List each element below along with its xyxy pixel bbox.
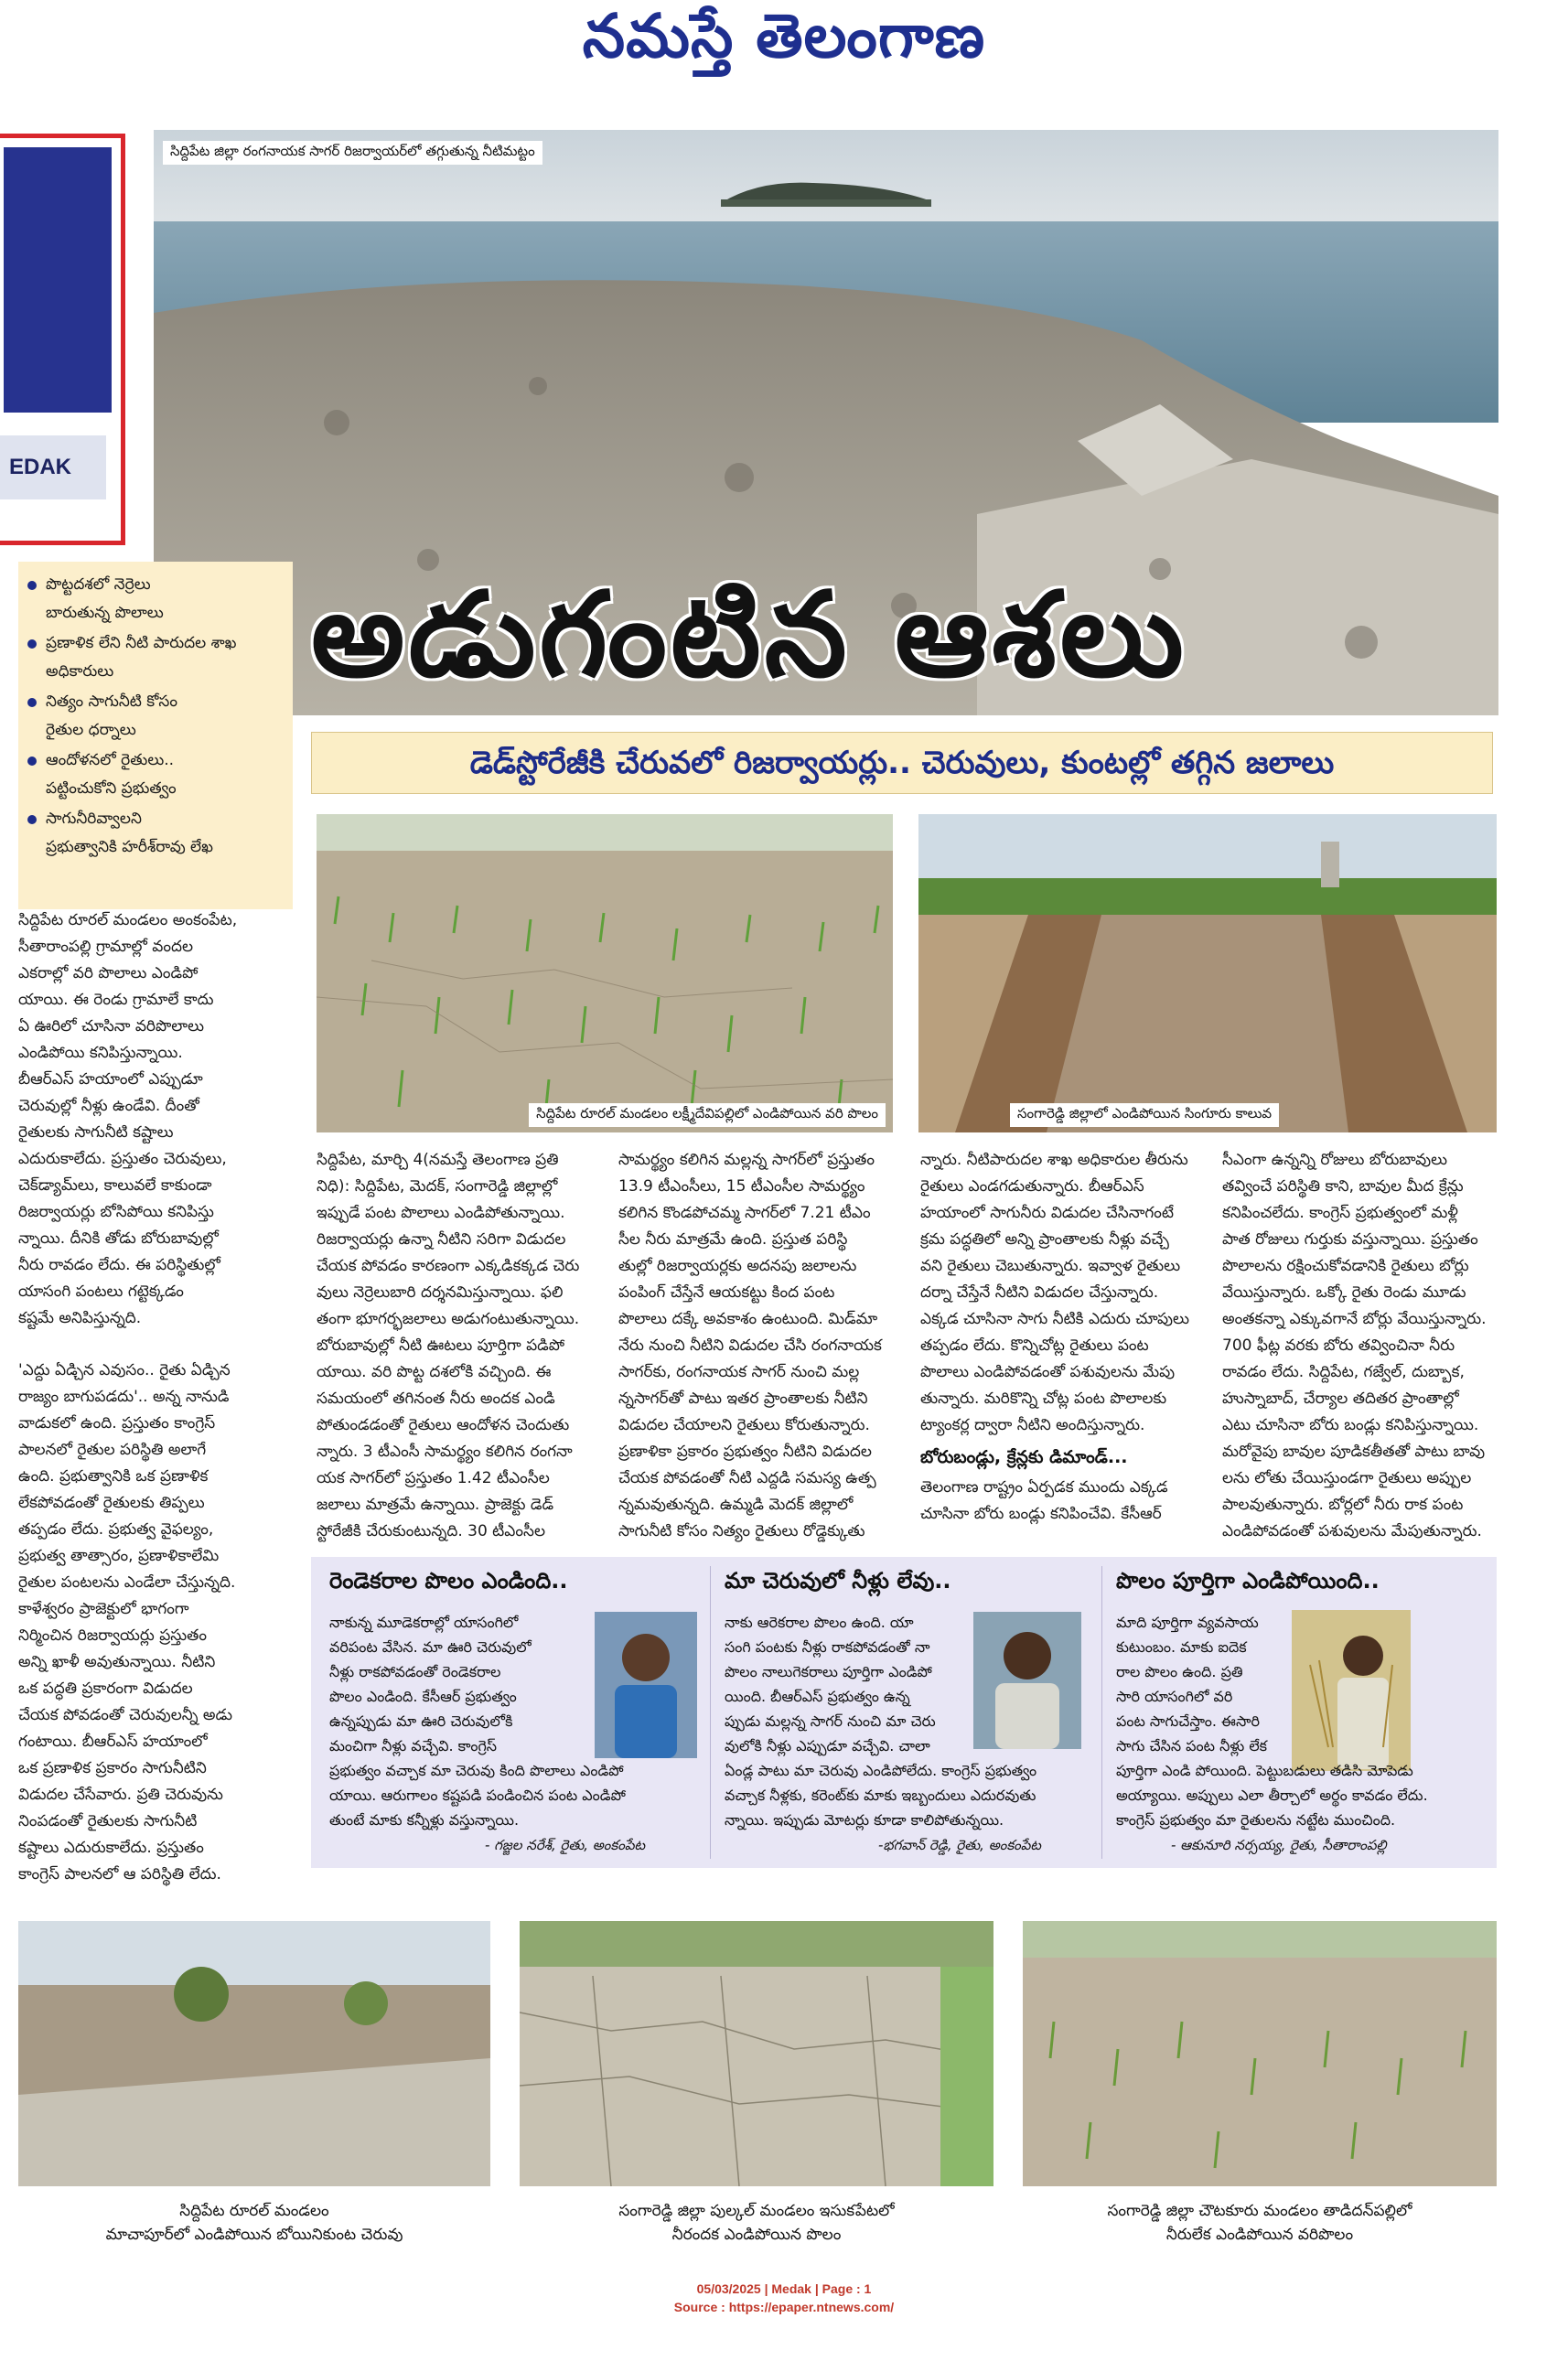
masthead: నమస్తే తెలంగాణ bbox=[582, 1, 986, 71]
farmer-quotes-box bbox=[311, 1557, 1497, 1868]
headline: అడుగంటిన ఆశలు bbox=[311, 567, 1187, 703]
ad-blue-panel bbox=[0, 144, 115, 416]
dry-pond-photo bbox=[18, 1921, 490, 2186]
body-column-4: సీఎంగా ఉన్నన్ని రోజులు బోరుబావులు తవ్వించే పరిస్థితి కాని, బావుల మీద క్రేన్లు కనిపించలేదు. కాంగ్రెస్ ప్రభుత్వంలో మళ్లీ పాత రోజులు గుర్తుకు వస్తున్నాయి. ప్రస్తుతం పొలాలను రక్షించుకోవడానికి రైతులు బోర్లు వేయిస్తున్నారు. ఒక్కో రైతు రెండు మూడు అంతకన్నా ఎక్కువగానే బోర్లు వేయిస్తున్నారు. 700 ఫీట్ల వరకు బోరు తవ్వించినా నీరు రావడం లేదు. సిద్దిపేట, గజ్వేల్, దుబ్బాక, హుస్నాబాద్, చేర్యాల తదితర ప్రాంతాల్లో ఎటు చూసినా బోరు బండ్లు కనిపిస్తున్నాయి. మరోవైపు బావుల పూడికతీతతో పాటు బావు లను లోతు చేయిస్తుండగా రైతులు అప్పుల పాలవుతున్నారు. బోర్లలో నీరు రాక పంట ఎండిపోవడంతో పశువులను మేపుతున్నారు. bbox=[1222, 1151, 1487, 1540]
paddy-field-graphic bbox=[317, 814, 893, 1132]
bullet-list bbox=[18, 562, 293, 909]
canal-photo bbox=[918, 814, 1497, 1132]
subheadline: డెడ్‌స్టోరేజీకి చేరువలో రిజర్వాయర్లు.. చెరువులు, కుంటల్లో తగ్గిన జలాలు bbox=[311, 732, 1493, 794]
cracked-field-photo bbox=[520, 1921, 993, 2186]
farmer-signature: - గజ్జల నరేశ్, రైతు, అంకంపేట bbox=[485, 1837, 646, 1853]
left-column-para2: 'ఎద్దు ఏడ్చిన ఎవుసం.. రైతు ఏడ్చిన రాజ్యం బాగుపడదు'.. అన్న నానుడి వాడుకలో ఉంది. ప్రస్తుతం కాంగ్రెస్ పాలనలో రైతుల పరిస్థితి అలాగే ఉంది. ప్రభుత్వానికి ఒక ప్రణాళిక లేకపోవడంతో రైతులకు తిప్పలు తప్పడం లేదు. ప్రభుత్వ వైఫల్యం, ప్రభుత్వ తాత్సారం, ప్రణాళికాలేమి రైతుల పంటలను ఎండేలా చేస్తున్నది. కాళేశ్వరం ప్రాజెక్టులో భాగంగా నిర్మించిన రిజర్వాయర్లు ప్రస్తుతం అన్ని ఖాళీ అవుతున్నాయి. నీటిని ఒక పద్ధతి ప్రకారంగా విడుదల చేయక పోవడంతో చెరువులన్నీ అడు గంటాయి. బీఆర్‌ఎస్ హయాంలో ఒక ప్రణాళిక ప్రకారం సాగునీటిని విడుదల చేసేవారు. ప్రతి చెరువును నింపడంతో రైతులకు సాగునీటి కష్టాలు ఎదురుకాలేదు. ప్రస్తుతం కాంగ్రెస్ పాలనలో ఆ పరిస్థితి లేదు. bbox=[18, 1361, 236, 1883]
paddy-caption: సిద్దిపేట రూరల్ మండలం లక్ష్మీదేవిపల్లిలో ఎండిపోయిన వరి పొలం bbox=[529, 1103, 886, 1127]
canal-graphic bbox=[918, 814, 1497, 1132]
dry-paddy-photo bbox=[1023, 1921, 1497, 2186]
paddy-field-photo bbox=[317, 814, 893, 1132]
left-column-para1: సిద్దిపేట రూరల్ మండలం అంకంపేట, సీతారాంపల్లి గ్రామాల్లో వందల ఎకరాల్లో వరి పొలాలు ఎండిపో యాయి. ఈ రెండు గ్రామాలే కాదు ఏ ఊరిలో చూసినా వరిపొలాలు ఎండిపోయి కనిపిస్తున్నాయి. బీఆర్‌ఎస్ హయాంలో ఎప్పుడూ చెరువుల్లో నీళ్లు ఉండేవి. దీంతో రైతులకు సాగునీటి కష్టాలు ఎదురుకాలేదు. ప్రస్తుతం చెరువులు, చెక్‌డ్యామ్‌లు, కాలువలే కాకుండా రిజర్వాయర్లు బోసిపోయి కనిపిస్తు న్నాయి. దీనికి తోడు బోరుబావుల్లో నీరు రావడం లేదు. ఈ పరిస్థితుల్లో యాసంగి పంటలు గట్టెక్కడం కష్టమే అనిపిస్తున్నది. bbox=[18, 911, 238, 1327]
bullet-item: నిత్యం సాగునీటి కోసం రైతుల ధర్నాలు bbox=[26, 688, 285, 745]
footer-source-link[interactable]: Source : https://epaper.ntnews.com/ bbox=[673, 2300, 895, 2314]
farmer-quote-title: రెండెకరాల పొలం ఎండింది.. bbox=[329, 1568, 568, 1594]
bullet-item: ఆందోళనలో రైతులు.. పట్టించుకోని ప్రభుత్వం bbox=[26, 746, 285, 803]
farmer-quote-text: నాకున్న మూడెకరాల్లో యాసంగిలో వరిపంట వేసిన. మా ఊరి చెరువులో నీళ్లు రాకపోవడంతో రెండెకరాల పొలం ఎండింది. కేసీఆర్ ప్రభుత్వం ఉన్నప్పుడు మా ఊరి చెరువులోకి మంచిగా నీళ్లు వచ్చేవి. కాంగ్రెస్ ప్రభుత్వం వచ్చాక మా చెరువు కింది పొలాలు ఎండిపో యాయి. ఆరుగాలం కష్టపడి పండించిన పంట ఎండిపో తుంటే మాకు కన్నీళ్లు వస్తున్నాయి. bbox=[329, 1614, 626, 1829]
reservoir-caption: సిద్దిపేట జిల్లా రంగనాయక సాగర్ రిజర్వాయర్‌లో తగ్గుతున్న నీటిమట్టం bbox=[163, 141, 542, 165]
column-divider bbox=[710, 1566, 711, 1859]
bottom-photo-caption: సిద్దిపేట రూరల్ మండలం మాచాపూర్‌లో ఎండిపోయిన బోయినికుంట చెరువు bbox=[105, 2202, 403, 2244]
column-divider bbox=[1101, 1566, 1102, 1859]
bullet-item: సాగునీరివ్వాలని ప్రభుత్వానికి హరీశ్‌రావు లేఖ bbox=[26, 805, 285, 862]
bottom-photo-caption: సంగారెడ్డి జిల్లా చౌటకూరు మండలం తాడిదన్‌పల్లిలో నీరులేక ఎండిపోయిన వరిపొలం bbox=[1107, 2202, 1412, 2244]
farmer-quote-title: పొలం పూర్తిగా ఎండిపోయింది.. bbox=[1116, 1568, 1380, 1594]
bullet-item: పొట్టదశలో నెర్రెలు బారుతున్న పొలాలు bbox=[26, 571, 285, 628]
body-column-3: న్నారు. నీటిపారుదల శాఖ అధికారుల తీరును రైతులు ఎండగడుతున్నారు. బీఆర్‌ఎస్ హయాంలో సాగునీరు విడుదల చేసినాగంటే క్రమ పద్ధతిలో అన్ని ప్రాంతాలకు నీళ్లు వచ్చే వని రైతులు చెబుతున్నారు. ఇవ్వాళ రైతులు దర్నా చేస్తేనే నీటిని విడుదల చేస్తున్నారు. ఎక్కడ చూసినా సాగు నీటికి ఎదురు చూపులు తప్పడం లేదు. కొన్నిచోట్ల రైతులు పంట పొలాలు ఎండిపోవడంతో పశువులను మేపు తున్నారు. మరికొన్ని చోట్ల పంట పొలాలకు ట్యాంకర్ల ద్వారా నీటిని అందిస్తున్నారు. బోరుబండ్లు, క్రేన్లకు డిమాండ్... తెలంగాణ రాష్ట్రం ఏర్పడక ముందు ఎక్కడ చూసినా బోరు బండ్లు కనిపించేవి. కేసీఆర్ bbox=[920, 1147, 1206, 1528]
edition-tag: EDAK bbox=[0, 435, 106, 499]
bottom-photo-caption: సంగారెడ్డి జిల్లా పుల్కల్ మండలం ఇసుకపేటలో నీరందక ఎండిపోయిన పొలం bbox=[618, 2202, 895, 2244]
body-column-2: సామర్థ్యం కలిగిన మల్లన్న సాగర్‌లో ప్రస్తుతం 13.9 టీఎంసీలు, 15 టీఎంసీల సామర్థ్యం కలిగిన కొండపోచమ్మ సాగర్‌లో 7.21 టీఎం సీల నీరు మాత్రమే ఉంది. ప్రస్తుత పరిస్థి తుల్లో రిజర్వాయర్లకు అదనపు జలాలను పంపింగ్ చేస్తేనే ఆయకట్టు కింద పంట పొలాలు దక్కే అవకాశం ఉంటుంది. మిడ్‌మా నేరు నుంచి నీటిని విడుదల చేసి రంగనాయక సాగర్‌కు, రంగనాయక సాగర్ నుంచి మల్ల న్నసాగర్‌తో పాటు ఇతర ప్రాంతాలకు నీటిని విడుదల చేయాలని రైతులు కోరుతున్నారు. ప్రణాళికా ప్రకారం ప్రభుత్వం నీటిని విడుదల చేయక పోవడంతో నీటి ఎద్దడి సమస్య ఉత్ప న్నమవుతున్నది. ఉమ్మడి మెదక్ జిల్లాలో సాగునీటి కోసం నిత్యం రైతులు రోడ్డెక్కుతు bbox=[618, 1151, 882, 1540]
farmer-quote-title: మా చెరువులో నీళ్లు లేవు.. bbox=[725, 1568, 951, 1594]
farmer-signature: - ఆకునూరి నర్సయ్య, రైతు, సీతారాంపల్లి bbox=[1171, 1837, 1387, 1853]
farmer-quote-text: మాది పూర్తిగా వ్యవసాయ కుటుంబం. మాకు ఐదెక రాల పొలం ఉంది. ప్రతి సారి యాసంగిలో వరి పంట సాగుచేస్తాం. ఈసారి సాగు చేసిన పంట నీళ్లు లేక పూర్తిగా ఎండి పోయింది. పెట్టుబడులు తడిసి మోపెడు అయ్యాయి. అప్పులు ఎలా తీర్చాలో అర్థం కావడం లేదు. కాంగ్రెస్ ప్రభుత్వం మా రైతులను నట్టేట ముంచింది. bbox=[1116, 1614, 1428, 1829]
farmer-signature: -భగవాన్ రెడ్డి, రైతు, అంకంపేట bbox=[878, 1837, 1041, 1853]
canal-caption: సంగారెడ్డి జిల్లాలో ఎండిపోయిన సింగూరు కాలువ bbox=[1010, 1103, 1279, 1127]
farmer-quote-text: నాకు ఆరెకరాల పొలం ఉంది. యా సంగి పంటకు నీళ్లు రాకపోవడంతో నా పొలం నాలుగెకరాలు పూర్తిగా ఎండిపో యింది. బీఆర్‌ఎస్ ప్రభుత్వం ఉన్న ప్పుడు మల్లన్న సాగర్ నుంచి మా చెరు వులోకి నీళ్లు ఎప్పుడూ వచ్చేవి. చాలా ఏండ్ల పాటు మా చెరువు ఎండిపోలేదు. కాంగ్రెస్ ప్రభుత్వం వచ్చాక నీళ్లకు, కరెంట్‌కు మాకు ఇబ్బందులు ఎదురవుతు న్నాయి. ఇప్పుడు మోటర్లు కూడా కాలిపోతున్నయి. bbox=[725, 1614, 1037, 1829]
body-column-1: సిద్దిపేట, మార్చి 4(నమస్తే తెలంగాణ ప్రతి నిధి): సిద్దిపేట, మెదక్, సంగారెడ్డి జిల్లాల్లో ఇప్పుడే పంట పొలాలు ఎండిపోతున్నాయి. రిజర్వాయర్లు ఉన్నా నీటిని సరిగా విడుదల చేయక పోవడం కారణంగా ఎక్కడికక్కడ చెరు వులు నెర్రెలుబారి దర్శనమిస్తున్నాయి. ఫలి తంగా భూగర్భజలాలు అడుగంటుతున్నాయి. బోరుబావుల్లో నీటి ఊటలు పూర్తిగా పడిపో యాయి. వరి పొట్ట దశలోకి వచ్చింది. ఈ సమయంలో తగినంత నీరు అందక ఎండి పోతుండడంతో రైతులు ఆందోళన చెందుతు న్నారు. 3 టీఎంసీ సామర్థ్యం కలిగిన రంగనా యక సాగర్‌లో ప్రస్తుతం 1.42 టీఎంసీల జలాలు మాత్రమే ఉన్నాయి. ప్రాజెక్టు డెడ్ స్టోరేజీకి చేరుకుంటున్నది. 30 టీఎంసీల bbox=[317, 1151, 580, 1540]
section-subheading: బోరుబండ్లు, క్రేన్లకు డిమాండ్... bbox=[920, 1447, 1128, 1467]
page-footer bbox=[0, 2280, 1568, 2316]
bullet-item: ప్రణాళిక లేని నీటి పారుదల శాఖ అధికారులు bbox=[26, 629, 285, 686]
footer-date-line: 05/03/2025 | Medak | Page : 1 bbox=[696, 2281, 872, 2296]
